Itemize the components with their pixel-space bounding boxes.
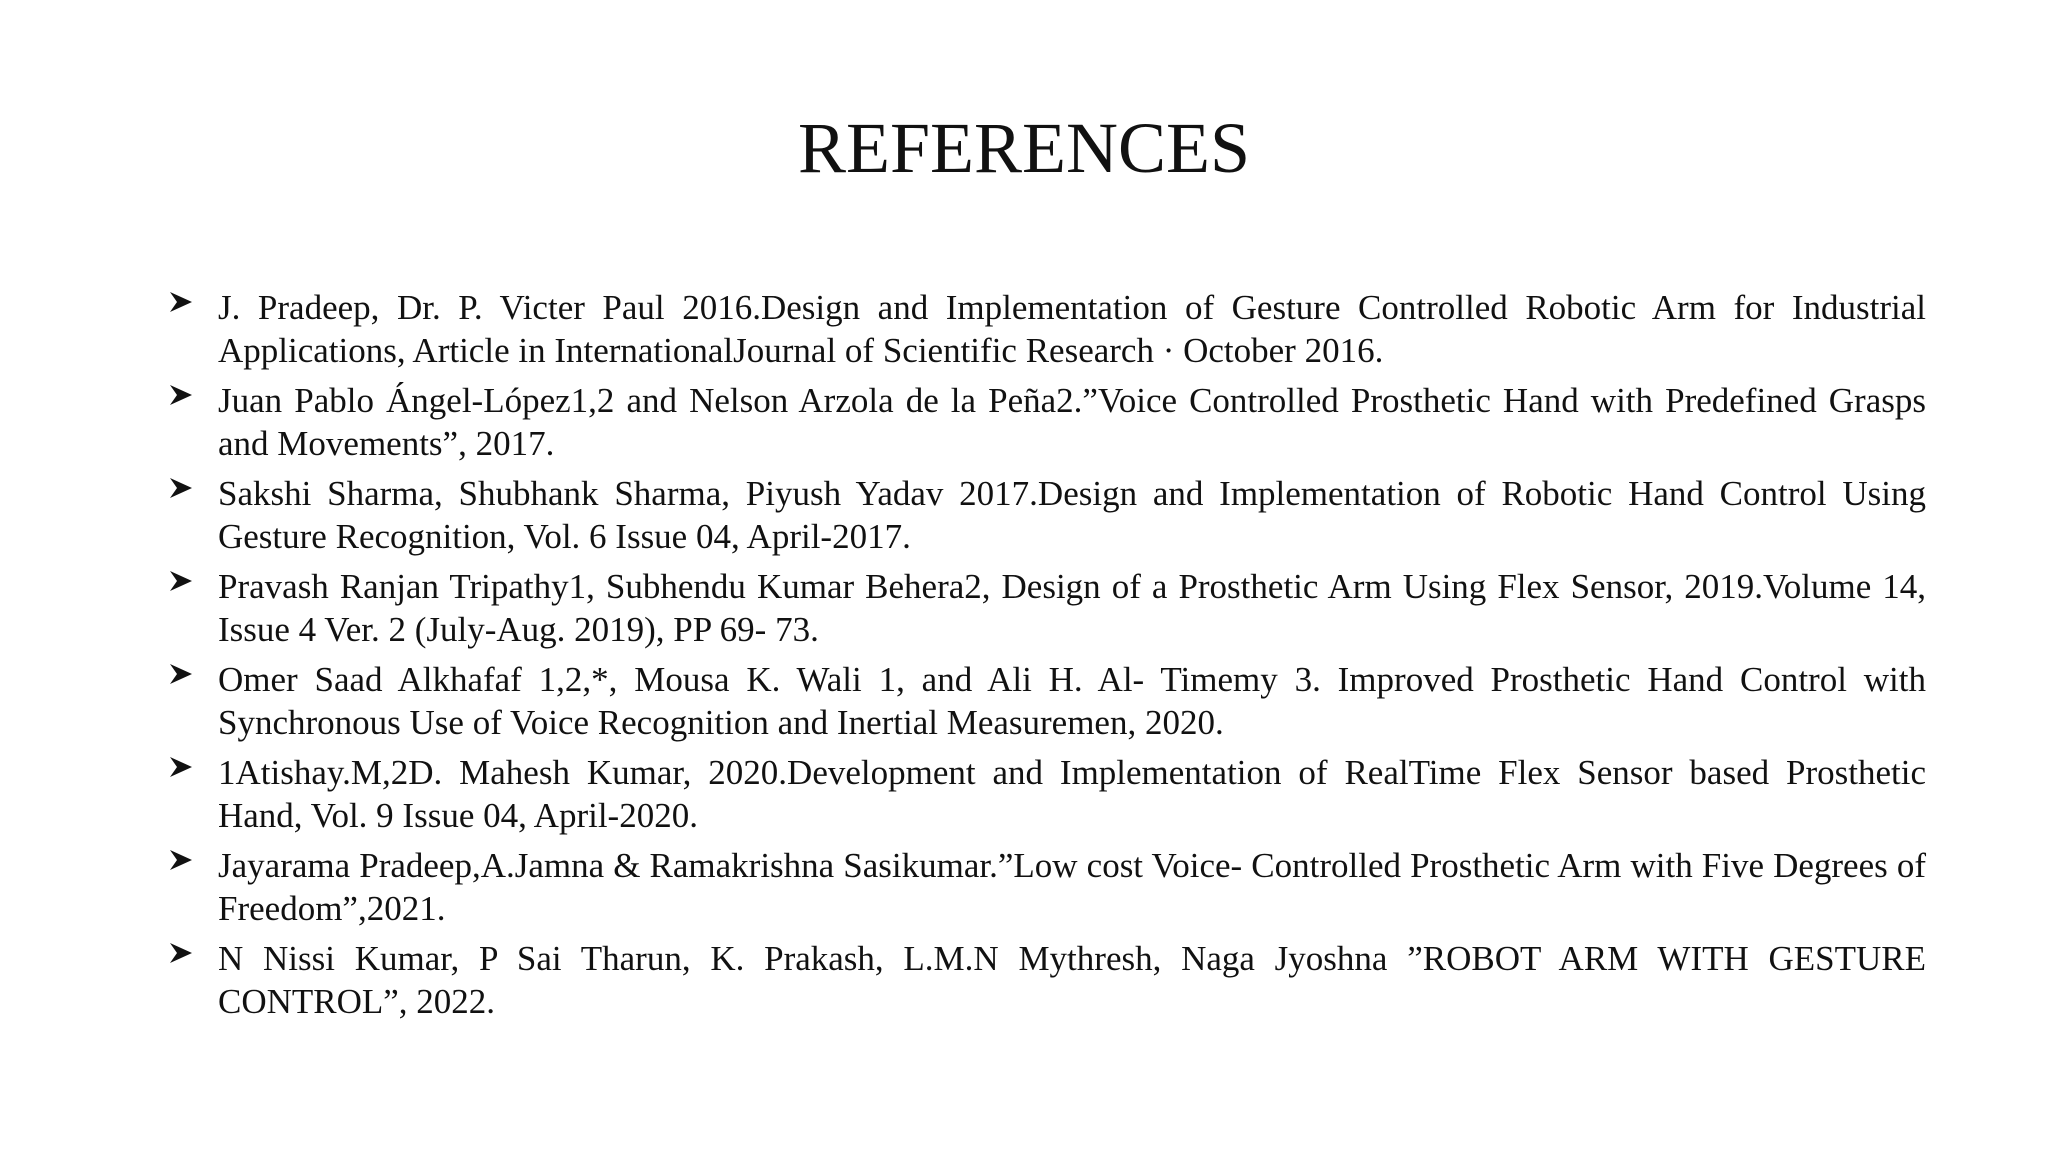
page-title: REFERENCES — [797, 108, 1251, 188]
reference-text: 1Atishay.M,2D. Mahesh Kumar, 2020.Development and Implementation of RealTime Flex Sensor based Prosthetic Hand, Vol. 9 Issue 04, April-2020. — [218, 753, 1926, 835]
arrowhead-bullet-icon — [168, 289, 194, 315]
arrowhead-bullet-icon — [168, 382, 194, 408]
reference-text: Jayarama Pradeep,A.Jamna & Ramakrishna Sasikumar.”Low cost Voice- Controlled Prosthetic Arm with Five Degrees of Freedom”,2021. — [218, 846, 1926, 928]
arrowhead-bullet-icon — [168, 661, 194, 687]
arrowhead-bullet-icon — [168, 847, 194, 873]
arrowhead-bullet-icon — [168, 568, 194, 594]
reference-text: Sakshi Sharma, Shubhank Sharma, Piyush Yadav 2017.Design and Implementation of Robotic Hand Control Using Gesture Recognition, Vol. 6 Issue 04, April-2017. — [218, 474, 1926, 556]
reference-text: J. Pradeep, Dr. P. Victer Paul 2016.Design and Implementation of Gesture Controlled Robotic Arm for Industrial Applications, Article in InternationalJournal of Scientific Research · October 2016. — [218, 288, 1926, 370]
reference-item — [168, 472, 1926, 558]
reference-item — [168, 658, 1926, 744]
reference-item — [168, 286, 1926, 372]
reference-item — [168, 565, 1926, 651]
reference-text: Pravash Ranjan Tripathy1, Subhendu Kumar Behera2, Design of a Prosthetic Arm Using Flex Sensor, 2019.Volume 14, Issue 4 Ver. 2 (July-Aug. 2019), PP 69- 73. — [218, 567, 1926, 649]
references-list — [168, 286, 1926, 1030]
reference-item — [168, 844, 1926, 930]
reference-text: Omer Saad Alkhafaf 1,2,*, Mousa K. Wali 1, and Ali H. Al- Timemy 3. Improved Prosthetic Hand Control with Synchronous Use of Voice Recognition and Inertial Measuremen, 2020. — [218, 660, 1926, 742]
reference-item — [168, 751, 1926, 837]
arrowhead-bullet-icon — [168, 754, 194, 780]
arrowhead-bullet-icon — [168, 475, 194, 501]
reference-text: N Nissi Kumar, P Sai Tharun, K. Prakash, L.M.N Mythresh, Naga Jyoshna ”ROBOT ARM WITH GESTURE CONTROL”, 2022. — [218, 939, 1926, 1021]
arrowhead-bullet-icon — [168, 940, 194, 966]
reference-text: Juan Pablo Ángel-López1,2 and Nelson Arzola de la Peña2.”Voice Controlled Prosthetic Hand with Predefined Grasps and Movements”, 2017. — [218, 381, 1926, 463]
reference-item — [168, 379, 1926, 465]
reference-item — [168, 937, 1926, 1023]
